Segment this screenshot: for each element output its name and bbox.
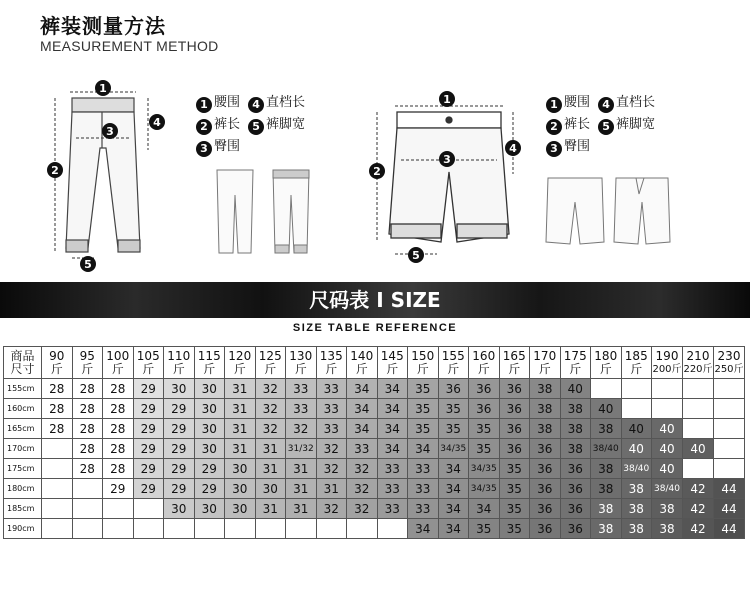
table-corner-label: 商品 尺寸: [4, 347, 42, 379]
row-height-label: 155cm: [4, 379, 42, 399]
legend-number: 3: [196, 141, 212, 157]
size-cell: 32: [255, 419, 286, 439]
size-cell: 35: [408, 379, 439, 399]
size-cell: 28: [42, 379, 73, 399]
size-cell: 33: [377, 499, 408, 519]
size-cell: 28: [72, 419, 103, 439]
size-cell: 40: [621, 419, 652, 439]
size-cell: [316, 519, 347, 539]
legend-shorts: [546, 92, 663, 158]
weight-header-120: 120 斤: [225, 347, 256, 379]
size-cell: 36: [499, 399, 530, 419]
size-cell: [103, 499, 134, 519]
size-cell: 42: [683, 479, 714, 499]
size-cell: 33: [286, 399, 317, 419]
size-cell: 31: [255, 459, 286, 479]
size-cell: 35: [469, 419, 500, 439]
size-cell: 35: [438, 399, 469, 419]
size-cell: 28: [42, 419, 73, 439]
size-cell: 28: [103, 459, 134, 479]
shorts-thumbnails: [540, 172, 675, 250]
legend-label: 臀围: [564, 139, 591, 154]
size-cell: 38: [621, 479, 652, 499]
weight-header-105: 105 斤: [133, 347, 164, 379]
row-height-label: 165cm: [4, 419, 42, 439]
size-cell: 33: [286, 379, 317, 399]
size-cell: 33: [347, 439, 378, 459]
size-cell: 35: [499, 519, 530, 539]
size-cell: 34/35: [438, 439, 469, 459]
weight-header-145: 145 斤: [377, 347, 408, 379]
size-cell: 44: [714, 499, 745, 519]
size-cell: [683, 459, 714, 479]
marker-1: 1: [443, 93, 451, 106]
size-cell: 31/32: [286, 439, 317, 459]
size-cell: 31: [316, 479, 347, 499]
size-cell: 34: [438, 479, 469, 499]
size-cell: 30: [225, 459, 256, 479]
size-cell: 34: [408, 439, 439, 459]
marker-2: 2: [51, 164, 59, 177]
size-cell: 30: [194, 439, 225, 459]
size-cell: [714, 459, 745, 479]
size-cell: 32: [347, 479, 378, 499]
size-cell: 31: [225, 399, 256, 419]
weight-header-100: 100 斤: [103, 347, 134, 379]
size-cell: 34: [408, 519, 439, 539]
size-cell: 38: [591, 499, 622, 519]
size-cell: 33: [316, 399, 347, 419]
size-row-170cm: [4, 439, 745, 459]
size-cell: 36: [560, 499, 591, 519]
size-cell: 29: [164, 479, 195, 499]
size-cell: 40: [591, 399, 622, 419]
size-cell: 36: [530, 479, 561, 499]
size-cell: 35: [408, 399, 439, 419]
size-cell: 38: [591, 459, 622, 479]
legend-number: 5: [598, 119, 614, 135]
size-row-190cm: [4, 519, 745, 539]
size-cell: [103, 519, 134, 539]
size-cell: 29: [164, 399, 195, 419]
size-cell: [714, 439, 745, 459]
size-cell: 34: [438, 519, 469, 539]
marker-2: 2: [373, 165, 381, 178]
size-cell: 30: [194, 499, 225, 519]
size-cell: 31: [225, 379, 256, 399]
size-cell: 28: [72, 439, 103, 459]
legend-number: 3: [546, 141, 562, 157]
size-cell: [683, 419, 714, 439]
size-cell: 35: [499, 459, 530, 479]
size-cell: 38: [560, 419, 591, 439]
size-cell: [42, 519, 73, 539]
size-cell: [42, 479, 73, 499]
size-cell: 29: [133, 419, 164, 439]
size-cell: 33: [316, 419, 347, 439]
size-cell: 30: [225, 479, 256, 499]
size-cell: [225, 519, 256, 539]
banner-title: 尺码表 I SIZE: [309, 288, 441, 312]
size-cell: 38: [560, 439, 591, 459]
size-cell: [652, 379, 683, 399]
size-cell: 28: [42, 399, 73, 419]
size-cell: 38: [530, 399, 561, 419]
size-cell: 34: [347, 399, 378, 419]
weight-header-155: 155 斤: [438, 347, 469, 379]
weight-header-165: 165 斤: [499, 347, 530, 379]
marker-3: 3: [106, 125, 114, 138]
size-cell: 44: [714, 479, 745, 499]
row-height-label: 175cm: [4, 459, 42, 479]
size-cell: 30: [194, 399, 225, 419]
marker-3: 3: [443, 153, 451, 166]
size-cell: 29: [133, 479, 164, 499]
legend-number: 4: [248, 97, 264, 113]
marker-4: 4: [153, 116, 161, 129]
size-cell: [133, 499, 164, 519]
table-header-row: [4, 347, 745, 379]
size-cell: 40: [652, 459, 683, 479]
size-cell: 36: [530, 499, 561, 519]
marker-5: 5: [412, 249, 420, 262]
size-cell: [621, 399, 652, 419]
size-cell: 38/40: [621, 459, 652, 479]
size-cell: 28: [103, 439, 134, 459]
size-cell: 29: [133, 399, 164, 419]
size-row-160cm: [4, 399, 745, 419]
size-cell: [652, 399, 683, 419]
size-cell: 34: [469, 499, 500, 519]
size-cell: 29: [194, 479, 225, 499]
size-cell: 36: [560, 519, 591, 539]
size-cell: 32: [347, 499, 378, 519]
size-table: [3, 346, 745, 539]
size-cell: 28: [103, 419, 134, 439]
size-cell: 29: [194, 459, 225, 479]
size-cell: 36: [499, 419, 530, 439]
row-height-label: 190cm: [4, 519, 42, 539]
size-cell: [591, 379, 622, 399]
size-cell: 38: [652, 499, 683, 519]
legend-number: 2: [546, 119, 562, 135]
size-cell: 35: [499, 499, 530, 519]
weight-header-130: 130 斤: [286, 347, 317, 379]
size-cell: 32: [316, 499, 347, 519]
size-cell: [714, 399, 745, 419]
size-cell: 29: [164, 419, 195, 439]
size-cell: [42, 499, 73, 519]
size-cell: 30: [164, 379, 195, 399]
size-cell: 38: [652, 519, 683, 539]
weight-header-125: 125 斤: [255, 347, 286, 379]
size-cell: 42: [683, 519, 714, 539]
size-cell: 40: [683, 439, 714, 459]
size-cell: 38: [621, 499, 652, 519]
size-cell: 31: [225, 419, 256, 439]
size-row-165cm: [4, 419, 745, 439]
weight-header-170: 170 斤: [530, 347, 561, 379]
size-cell: 36: [560, 459, 591, 479]
size-cell: 28: [103, 379, 134, 399]
size-cell: 36: [530, 459, 561, 479]
size-cell: 34: [438, 459, 469, 479]
size-row-185cm: [4, 499, 745, 519]
size-cell: 33: [377, 459, 408, 479]
size-cell: [377, 519, 408, 539]
size-cell: 34: [377, 379, 408, 399]
size-cell: 40: [621, 439, 652, 459]
size-cell: 32: [316, 459, 347, 479]
size-cell: 29: [133, 379, 164, 399]
size-cell: 33: [408, 459, 439, 479]
legend-label: 腰围: [564, 95, 591, 110]
legend-label: 直档长: [266, 95, 306, 110]
size-cell: [683, 379, 714, 399]
weight-header-150: 150 斤: [408, 347, 439, 379]
size-cell: [621, 379, 652, 399]
size-cell: 34/35: [469, 479, 500, 499]
size-cell: 35: [499, 479, 530, 499]
size-cell: 34: [438, 499, 469, 519]
size-cell: 38: [530, 379, 561, 399]
size-cell: 34: [347, 379, 378, 399]
row-height-label: 160cm: [4, 399, 42, 419]
weight-header-230: 230 250斤: [714, 347, 745, 379]
size-cell: 36: [438, 379, 469, 399]
size-cell: 33: [377, 479, 408, 499]
size-cell: 34: [347, 419, 378, 439]
shorts-diagram: [365, 84, 535, 269]
legend-label: 裤长: [564, 117, 591, 132]
size-cell: 29: [164, 459, 195, 479]
size-cell: 32: [347, 459, 378, 479]
size-cell: 31: [255, 499, 286, 519]
weight-header-135: 135 斤: [316, 347, 347, 379]
weight-header-185: 185 斤: [621, 347, 652, 379]
weight-header-180: 180 斤: [591, 347, 622, 379]
size-cell: 31: [225, 439, 256, 459]
size-cell: [286, 519, 317, 539]
size-cell: 38: [591, 479, 622, 499]
size-cell: 33: [408, 479, 439, 499]
size-cell: [255, 519, 286, 539]
row-height-label: 170cm: [4, 439, 42, 459]
size-cell: 32: [286, 419, 317, 439]
size-cell: 34/35: [469, 459, 500, 479]
size-cell: 38/40: [591, 439, 622, 459]
size-cell: 35: [469, 519, 500, 539]
size-cell: 42: [683, 499, 714, 519]
size-cell: 33: [408, 499, 439, 519]
size-cell: 40: [652, 439, 683, 459]
size-cell: [72, 499, 103, 519]
size-cell: [72, 479, 103, 499]
size-cell: 36: [530, 439, 561, 459]
row-height-label: 185cm: [4, 499, 42, 519]
size-cell: 34: [377, 399, 408, 419]
size-cell: 36: [499, 379, 530, 399]
size-cell: 40: [652, 419, 683, 439]
weight-header-115: 115 斤: [194, 347, 225, 379]
weight-header-90: 90 斤: [42, 347, 73, 379]
size-cell: 33: [316, 379, 347, 399]
size-cell: 29: [133, 459, 164, 479]
weight-header-190: 190 200斤: [652, 347, 683, 379]
size-cell: 32: [255, 399, 286, 419]
size-row-175cm: [4, 459, 745, 479]
size-cell: [42, 459, 73, 479]
size-cell: 35: [408, 419, 439, 439]
size-cell: 38: [621, 519, 652, 539]
row-height-label: 180cm: [4, 479, 42, 499]
legend-label: 裤脚宽: [266, 117, 306, 132]
size-cell: 28: [72, 459, 103, 479]
size-cell: 30: [194, 379, 225, 399]
size-cell: 28: [103, 399, 134, 419]
size-cell: 30: [255, 479, 286, 499]
weight-header-160: 160 斤: [469, 347, 500, 379]
size-cell: 28: [72, 379, 103, 399]
size-cell: 38: [530, 419, 561, 439]
size-cell: 29: [103, 479, 134, 499]
legend-number: 5: [248, 119, 264, 135]
legend-number: 1: [546, 97, 562, 113]
size-cell: 31: [286, 499, 317, 519]
legend-label: 腰围: [214, 95, 241, 110]
size-cell: [72, 519, 103, 539]
size-cell: 36: [560, 479, 591, 499]
size-cell: 29: [164, 439, 195, 459]
size-cell: 30: [225, 499, 256, 519]
size-cell: 30: [194, 419, 225, 439]
size-cell: 31: [286, 459, 317, 479]
weight-header-175: 175 斤: [560, 347, 591, 379]
size-cell: 38/40: [652, 479, 683, 499]
size-cell: [42, 439, 73, 459]
legend-long-pants: [196, 92, 313, 158]
size-cell: 44: [714, 519, 745, 539]
size-cell: [683, 399, 714, 419]
size-row-180cm: [4, 479, 745, 499]
legend-label: 直档长: [616, 95, 656, 110]
size-cell: 34: [377, 439, 408, 459]
size-row-155cm: [4, 379, 745, 399]
banner-subtitle: SIZE TABLE REFERENCE: [292, 322, 458, 334]
size-cell: 38: [560, 399, 591, 419]
size-cell: 30: [164, 499, 195, 519]
size-cell: [194, 519, 225, 539]
weight-header-210: 210 220斤: [683, 347, 714, 379]
size-cell: 36: [530, 519, 561, 539]
size-cell: 35: [438, 419, 469, 439]
size-cell: 38: [591, 519, 622, 539]
size-cell: [164, 519, 195, 539]
size-cell: [347, 519, 378, 539]
legend-number: 1: [196, 97, 212, 113]
marker-4: 4: [509, 142, 517, 155]
size-cell: 36: [469, 379, 500, 399]
size-cell: 36: [469, 399, 500, 419]
legend-label: 臀围: [214, 139, 241, 154]
weight-header-140: 140 斤: [347, 347, 378, 379]
size-cell: 31: [255, 439, 286, 459]
legend-number: 2: [196, 119, 212, 135]
size-cell: 31: [286, 479, 317, 499]
size-cell: [714, 419, 745, 439]
legend-number: 4: [598, 97, 614, 113]
size-cell: 35: [469, 439, 500, 459]
size-cell: [133, 519, 164, 539]
size-cell: 32: [316, 439, 347, 459]
size-cell: 36: [499, 439, 530, 459]
page-subtitle: MEASUREMENT METHOD: [40, 38, 219, 54]
size-cell: [714, 379, 745, 399]
size-cell: 32: [255, 379, 286, 399]
size-cell: 40: [560, 379, 591, 399]
weight-header-95: 95 斤: [72, 347, 103, 379]
size-cell: 38: [591, 419, 622, 439]
weight-header-110: 110 斤: [164, 347, 195, 379]
size-cell: 28: [72, 399, 103, 419]
page-title: 裤装测量方法: [40, 14, 166, 38]
marker-5: 5: [84, 258, 92, 271]
long-pants-diagram: [40, 78, 180, 273]
legend-label: 裤长: [214, 117, 241, 132]
size-cell: 29: [133, 439, 164, 459]
marker-1: 1: [99, 82, 107, 95]
size-cell: 34: [377, 419, 408, 439]
long-pants-thumbnails: [205, 165, 325, 260]
legend-label: 裤脚宽: [616, 117, 656, 132]
